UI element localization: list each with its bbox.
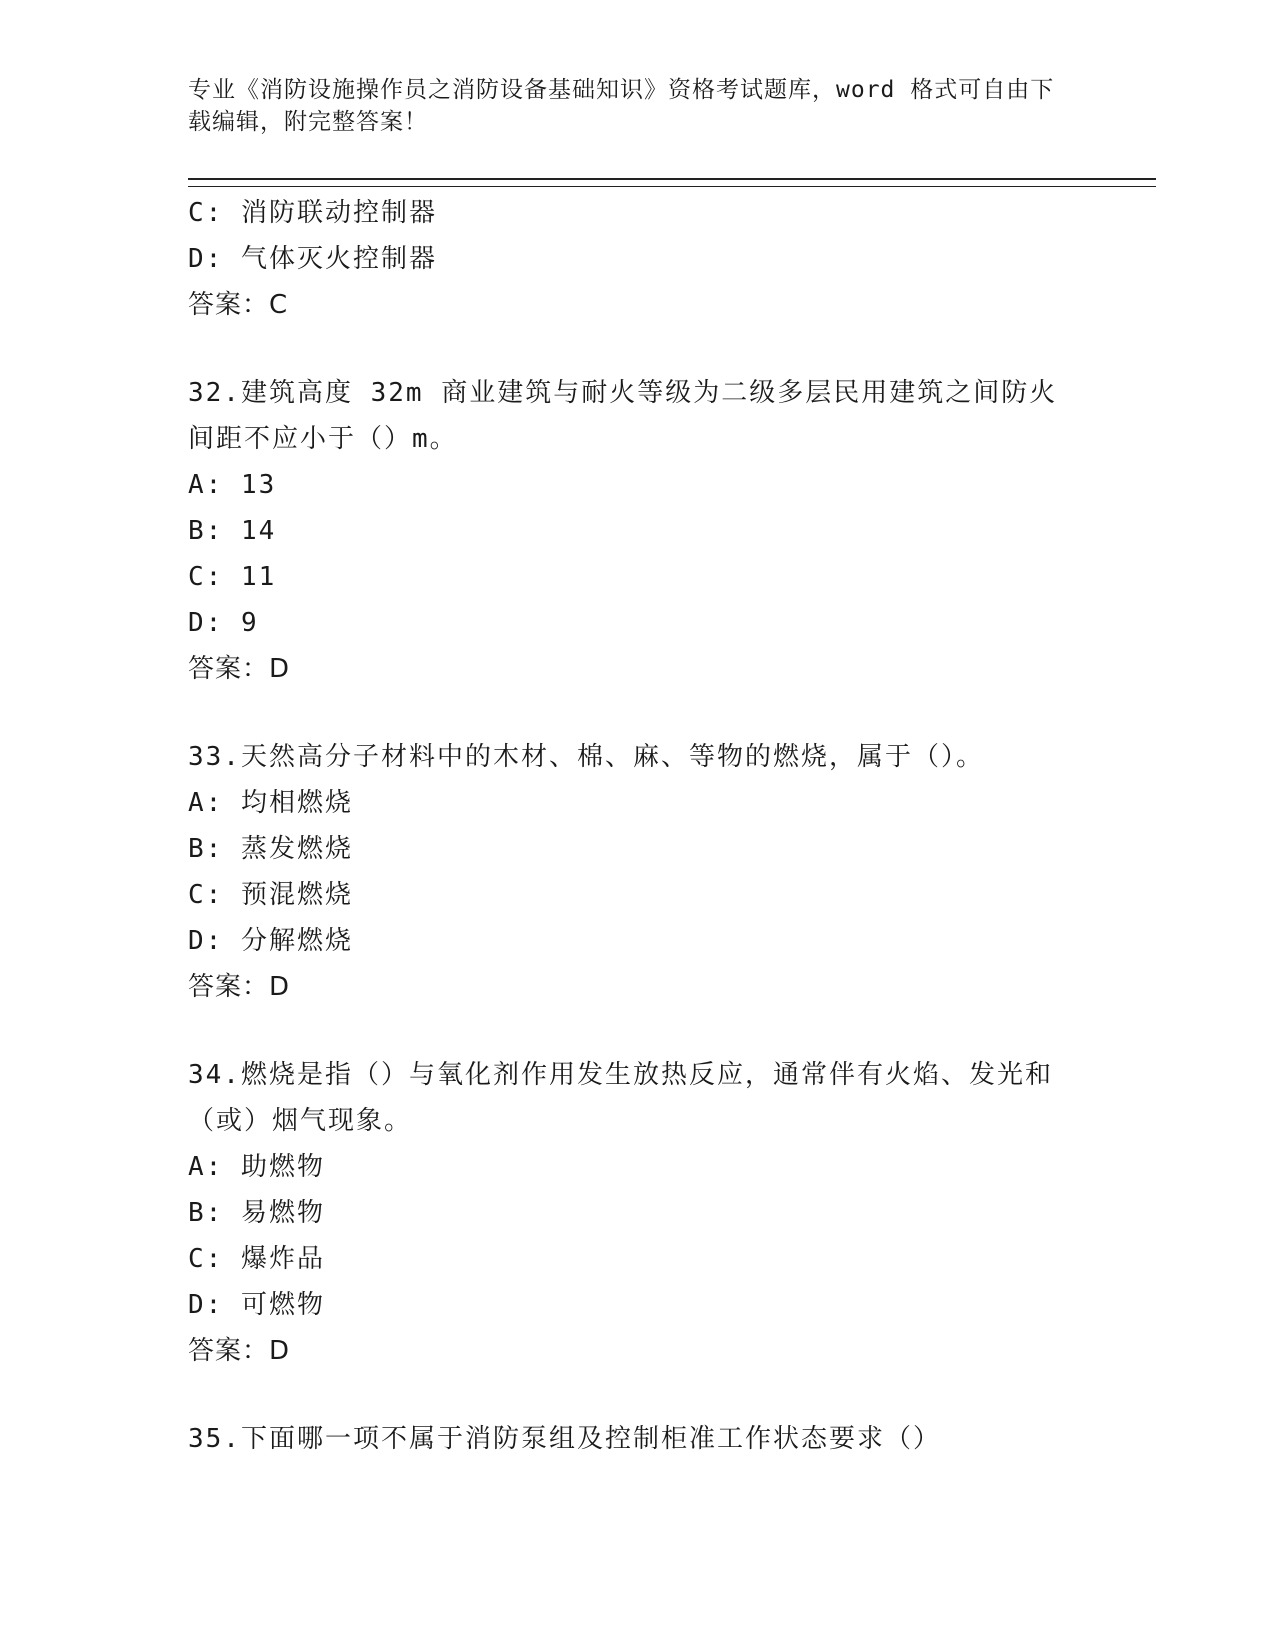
answer-line: 答案：C	[188, 290, 289, 320]
spacer	[188, 692, 1088, 734]
spacer	[188, 1374, 1088, 1416]
option-a: A: 13	[188, 470, 277, 500]
option-a: A: 助燃物	[188, 1152, 325, 1182]
question-33	[188, 734, 1088, 1010]
answer-line: 答案：D	[188, 1336, 291, 1366]
answer-line: 答案：D	[188, 972, 291, 1002]
question-stem: 34.燃烧是指（）与氧化剂作用发生放热反应，通常伴有火焰、发光和（或）烟气现象。	[188, 1060, 1053, 1136]
question-stem: 33.天然高分子材料中的木材、棉、麻、等物的燃烧，属于（）。	[188, 742, 984, 772]
option-d: D: 气体灭火控制器	[188, 244, 437, 274]
question-list	[188, 190, 1088, 1462]
spacer	[188, 328, 1088, 370]
option-c: C: 预混燃烧	[188, 880, 353, 910]
question-35	[188, 1416, 1088, 1462]
question-32	[188, 370, 1088, 692]
option-b: B: 易燃物	[188, 1198, 325, 1228]
option-b: B: 14	[188, 516, 277, 546]
option-d: D: 9	[188, 608, 259, 638]
question-stem: 35.下面哪一项不属于消防泵组及控制柜准工作状态要求（）	[188, 1424, 941, 1454]
option-c: C: 爆炸品	[188, 1244, 325, 1274]
question-34	[188, 1052, 1088, 1374]
option-c: C: 11	[188, 562, 277, 592]
option-d: D: 分解燃烧	[188, 926, 353, 956]
answer-line: 答案：D	[188, 654, 291, 684]
option-c: C: 消防联动控制器	[188, 198, 437, 228]
header-divider	[188, 178, 1156, 187]
document-header: 专业《消防设施操作员之消防设备基础知识》资格考试题库，word 格式可自由下载编辑，附完整答案！	[188, 77, 1055, 135]
question-31-tail	[188, 190, 1088, 328]
spacer	[188, 1010, 1088, 1052]
option-a: A: 均相燃烧	[188, 788, 353, 818]
option-b: B: 蒸发燃烧	[188, 834, 353, 864]
option-d: D: 可燃物	[188, 1290, 325, 1320]
question-stem: 32.建筑高度 32m 商业建筑与耐火等级为二级多层民用建筑之间防火间距不应小于（）m。	[188, 378, 1058, 454]
